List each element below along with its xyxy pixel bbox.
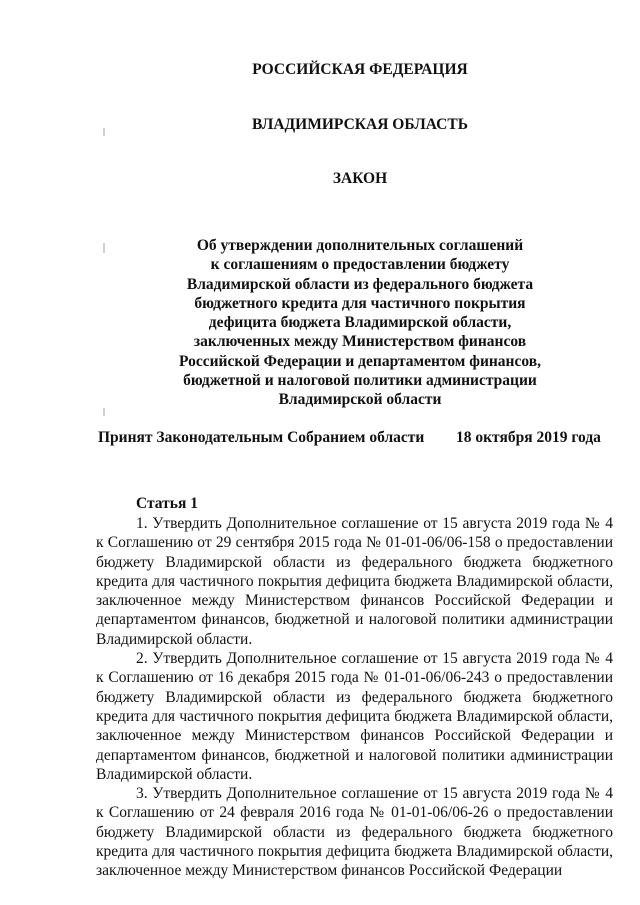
law-title-line: Об утверждении дополнительных соглашений	[196, 237, 524, 254]
document-type-heading: ЗАКОН	[332, 170, 388, 187]
article-heading: Статья 1	[136, 495, 198, 512]
law-title-line: бюджетной и налоговой политики администрации	[183, 372, 537, 390]
law-title-line: Владимирской области	[278, 391, 442, 409]
adoption-label: Принят Законодательным Собранием области	[98, 429, 425, 446]
law-title-line: Российской Федерации и департаментом финансов,	[179, 352, 541, 370]
article-paragraph: 3. Утвердить Дополнительное соглашение от 15 августа 2019 года № 4 к Соглашению от 24 февраля 2016 года № 01-01-06/06-26 о предоставлении бюджету Владимирской области из федерального бюджета бюджетного кредита для частичного покрытия дефицита бюджета Владимирской области, заключенное между Министерством финансов Российской Федерации	[96, 785, 613, 880]
scan-artifact	[103, 408, 105, 416]
law-title	[130, 236, 590, 410]
law-title-line: бюджетного кредита для частичного покрытия	[194, 294, 526, 312]
region-heading: ВЛАДИМИРСКАЯ ОБЛАСТЬ	[252, 116, 468, 133]
country-heading: РОССИЙСКАЯ ФЕДЕРАЦИЯ	[252, 61, 468, 78]
article-body	[96, 514, 613, 881]
scan-artifact	[103, 243, 105, 253]
article-paragraph: 2. Утвердить Дополнительное соглашение от 15 августа 2019 года № 4 к Соглашению от 16 декабря 2015 года № 01-01-06/06-243 о предоставлении бюджету Владимирской области из федерального бюджета бюджетного кредита для частичного покрытия дефицита бюджета Владимирской области, заключенное между Министерством финансов Российской Федерации и департаментом финансов, бюджетной и налоговой политики администрации Владимирской области.	[96, 650, 613, 783]
law-title-line: дефицита бюджета Владимирской области,	[208, 314, 512, 332]
adoption-line	[98, 429, 601, 447]
law-title-line: Владимирской области из федерального бюджета	[186, 275, 534, 293]
law-title-line: к соглашениям о предоставлении бюджету	[210, 256, 510, 274]
adoption-date: 18 октября 2019 года	[456, 429, 601, 446]
article-paragraph: 1. Утвердить Дополнительное соглашение от 15 августа 2019 года № 4 к Соглашению от 29 сентября 2015 года № 01-01-06/06-158 о предоставлении бюджету Владимирской области из федерального бюджета бюджетного кредита для частичного покрытия дефицита бюджета Владимирской области, заключенное между Министерством финансов Российской Федерации и департаментом финансов, бюджетной и налоговой политики администрации Владимирской области.	[96, 515, 613, 648]
law-title-line: заключенных между Министерством финансов	[193, 333, 527, 351]
